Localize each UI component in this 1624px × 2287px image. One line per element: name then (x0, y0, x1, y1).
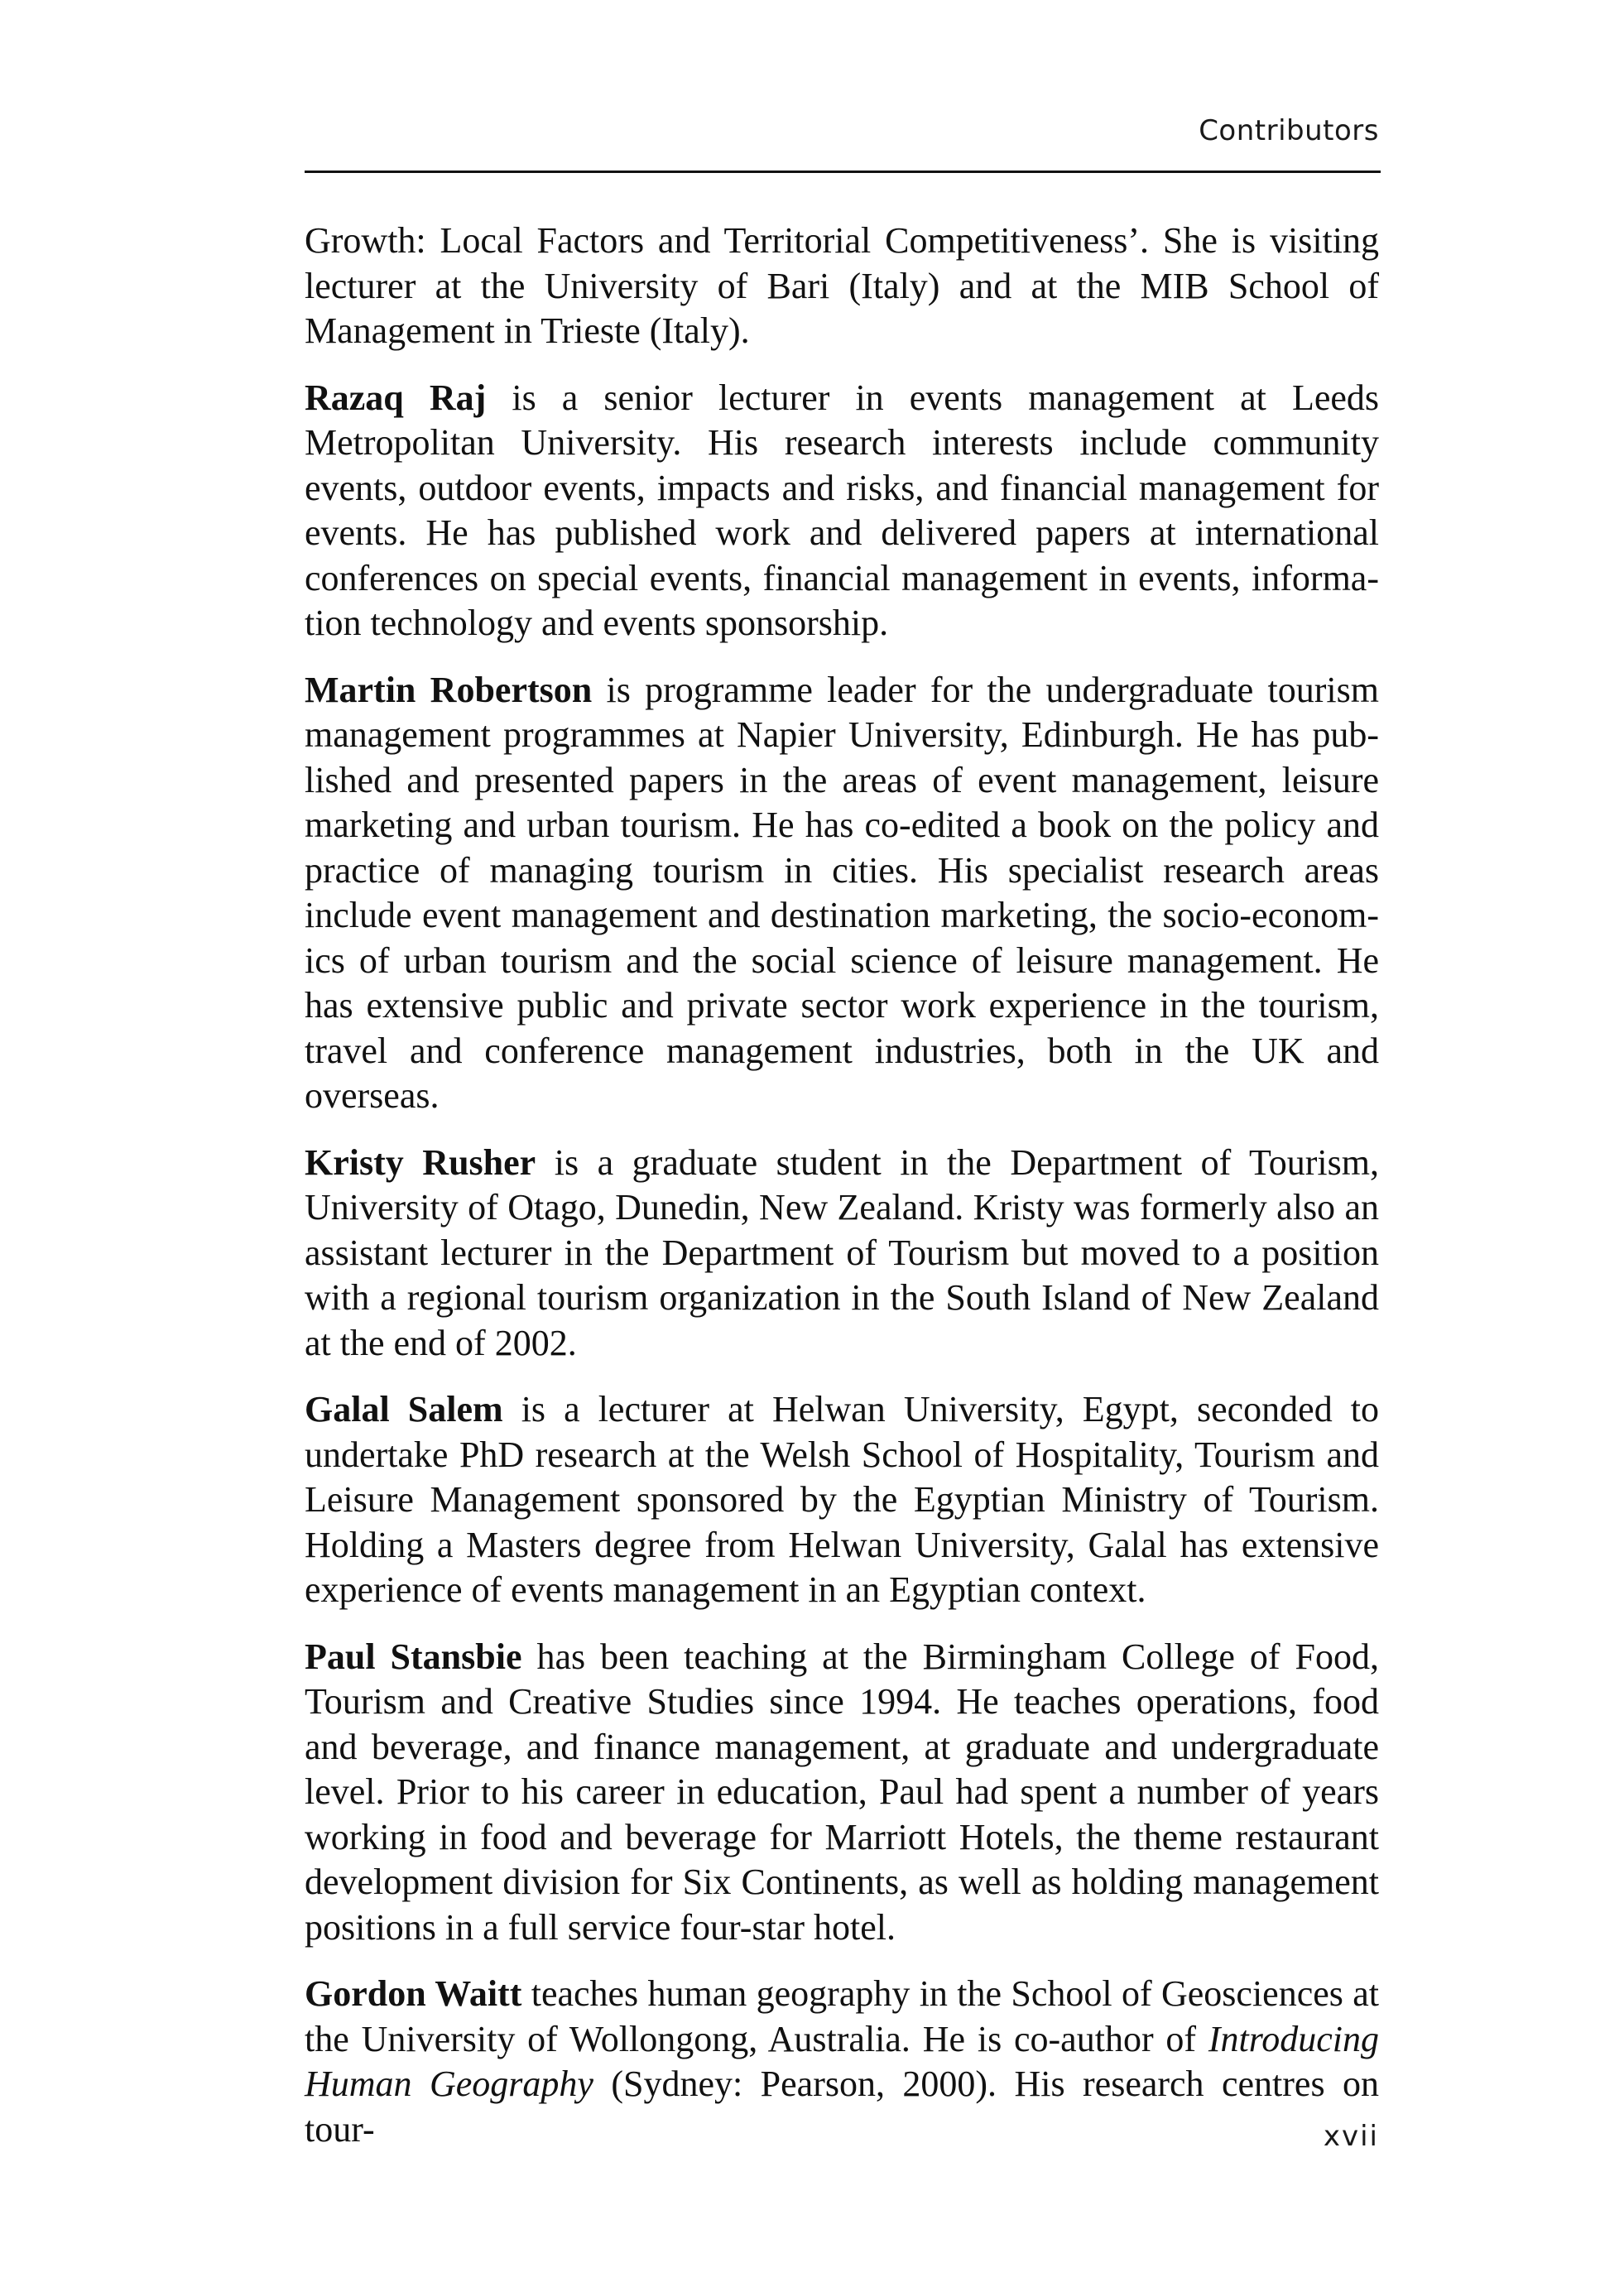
contributor-entry-kristy-rusher (305, 1141, 1379, 1367)
contributor-bio: is a lecturer at Helwan University, Egypt, seconded to undertake PhD research at the Welsh School of Hospitality, Tourism and Leisure Management sponsored by the Egyptian Ministry of Tourism. Holding a Masters degree from Helwan University, Galal has extensive experience of events management in an Egyptian context. (305, 1389, 1379, 1610)
paragraph-text: Growth: Local Factors and Territorial Competitiveness’. She is visiting lecturer at the University of Bari (Italy) and at the MIB School of Management in Trieste (Italy). (305, 220, 1379, 351)
contributor-bio-continued: (Sydney: Pearson, 2000). His research centres on tour- (305, 2064, 1379, 2150)
contributor-entry-galal-salem (305, 1387, 1379, 1613)
header-rule (305, 171, 1381, 173)
continuation-paragraph (305, 219, 1379, 354)
contributor-entry-martin-robertson (305, 668, 1379, 1119)
contributor-bio: is programme leader for the undergraduate tourism management programmes at Napier University, Edinburgh. He has published and presented papers in the areas of event management, leisure marketing and urban tourism. He has co-edited a book on the policy and practice of managing tourism in cities. His specialist research areas include event management and destination marketing, the socio-economics of urban tourism and the social science of leisure management. He has extensive public and private sector work experience in the tourism, travel and conference management industries, both in the UK and overseas. (305, 669, 1379, 1116)
contributor-name: Razaq Raj (305, 377, 487, 418)
contributor-entry-gordon-waitt (305, 1972, 1379, 2152)
contributor-name: Martin Robertson (305, 669, 593, 710)
running-head-title: Contributors (1199, 114, 1379, 147)
contributor-bio: teaches human geography in the School of Geosciences at the University of Wollongong, Australia. He is co-author of (305, 1973, 1379, 2059)
contributor-name: Galal Salem (305, 1389, 503, 1429)
page-number: xvii (1323, 2120, 1379, 2153)
contributors-list (305, 219, 1379, 2174)
contributor-name: Kristy Rusher (305, 1141, 536, 1183)
contributor-entry-paul-stansbie (305, 1635, 1379, 1951)
contributor-name: Gordon Waitt (305, 1973, 522, 2014)
contributor-name: Paul Stansbie (305, 1636, 522, 1677)
book-title: Introducing Human Geography (305, 2018, 1379, 2104)
contributor-bio: is a graduate student in the Department of Tourism, University of Otago, Dunedin, New Zealand. Kristy was formerly also an assistant lecturer in the Department of Tourism but moved to a position with a regional tourism organization in the South Island of New Zealand at the end of 2002. (305, 1141, 1379, 1363)
contributor-entry-razaq-raj (305, 376, 1379, 646)
contributor-bio: has been teaching at the Birmingham College of Food, Tourism and Creative Studies since 1994. He teaches operations, food and beverage, and finance management, at graduate and undergraduate level. Prior to his career in education, Paul had spent a number of years working in food and beverage for Marriott Hotels, the theme restaurant development division for Six Continents, as well as holding management positions in a full service four-star hotel. (305, 1636, 1379, 1948)
contributor-bio: is a senior lecturer in events management at Leeds Metropolitan University. His research interests include community events, outdoor events, impacts and risks, and financial management for events. He has published work and delivered papers at international conferences on special events, financial management in events, information technology and events sponsorship. (305, 377, 1380, 643)
